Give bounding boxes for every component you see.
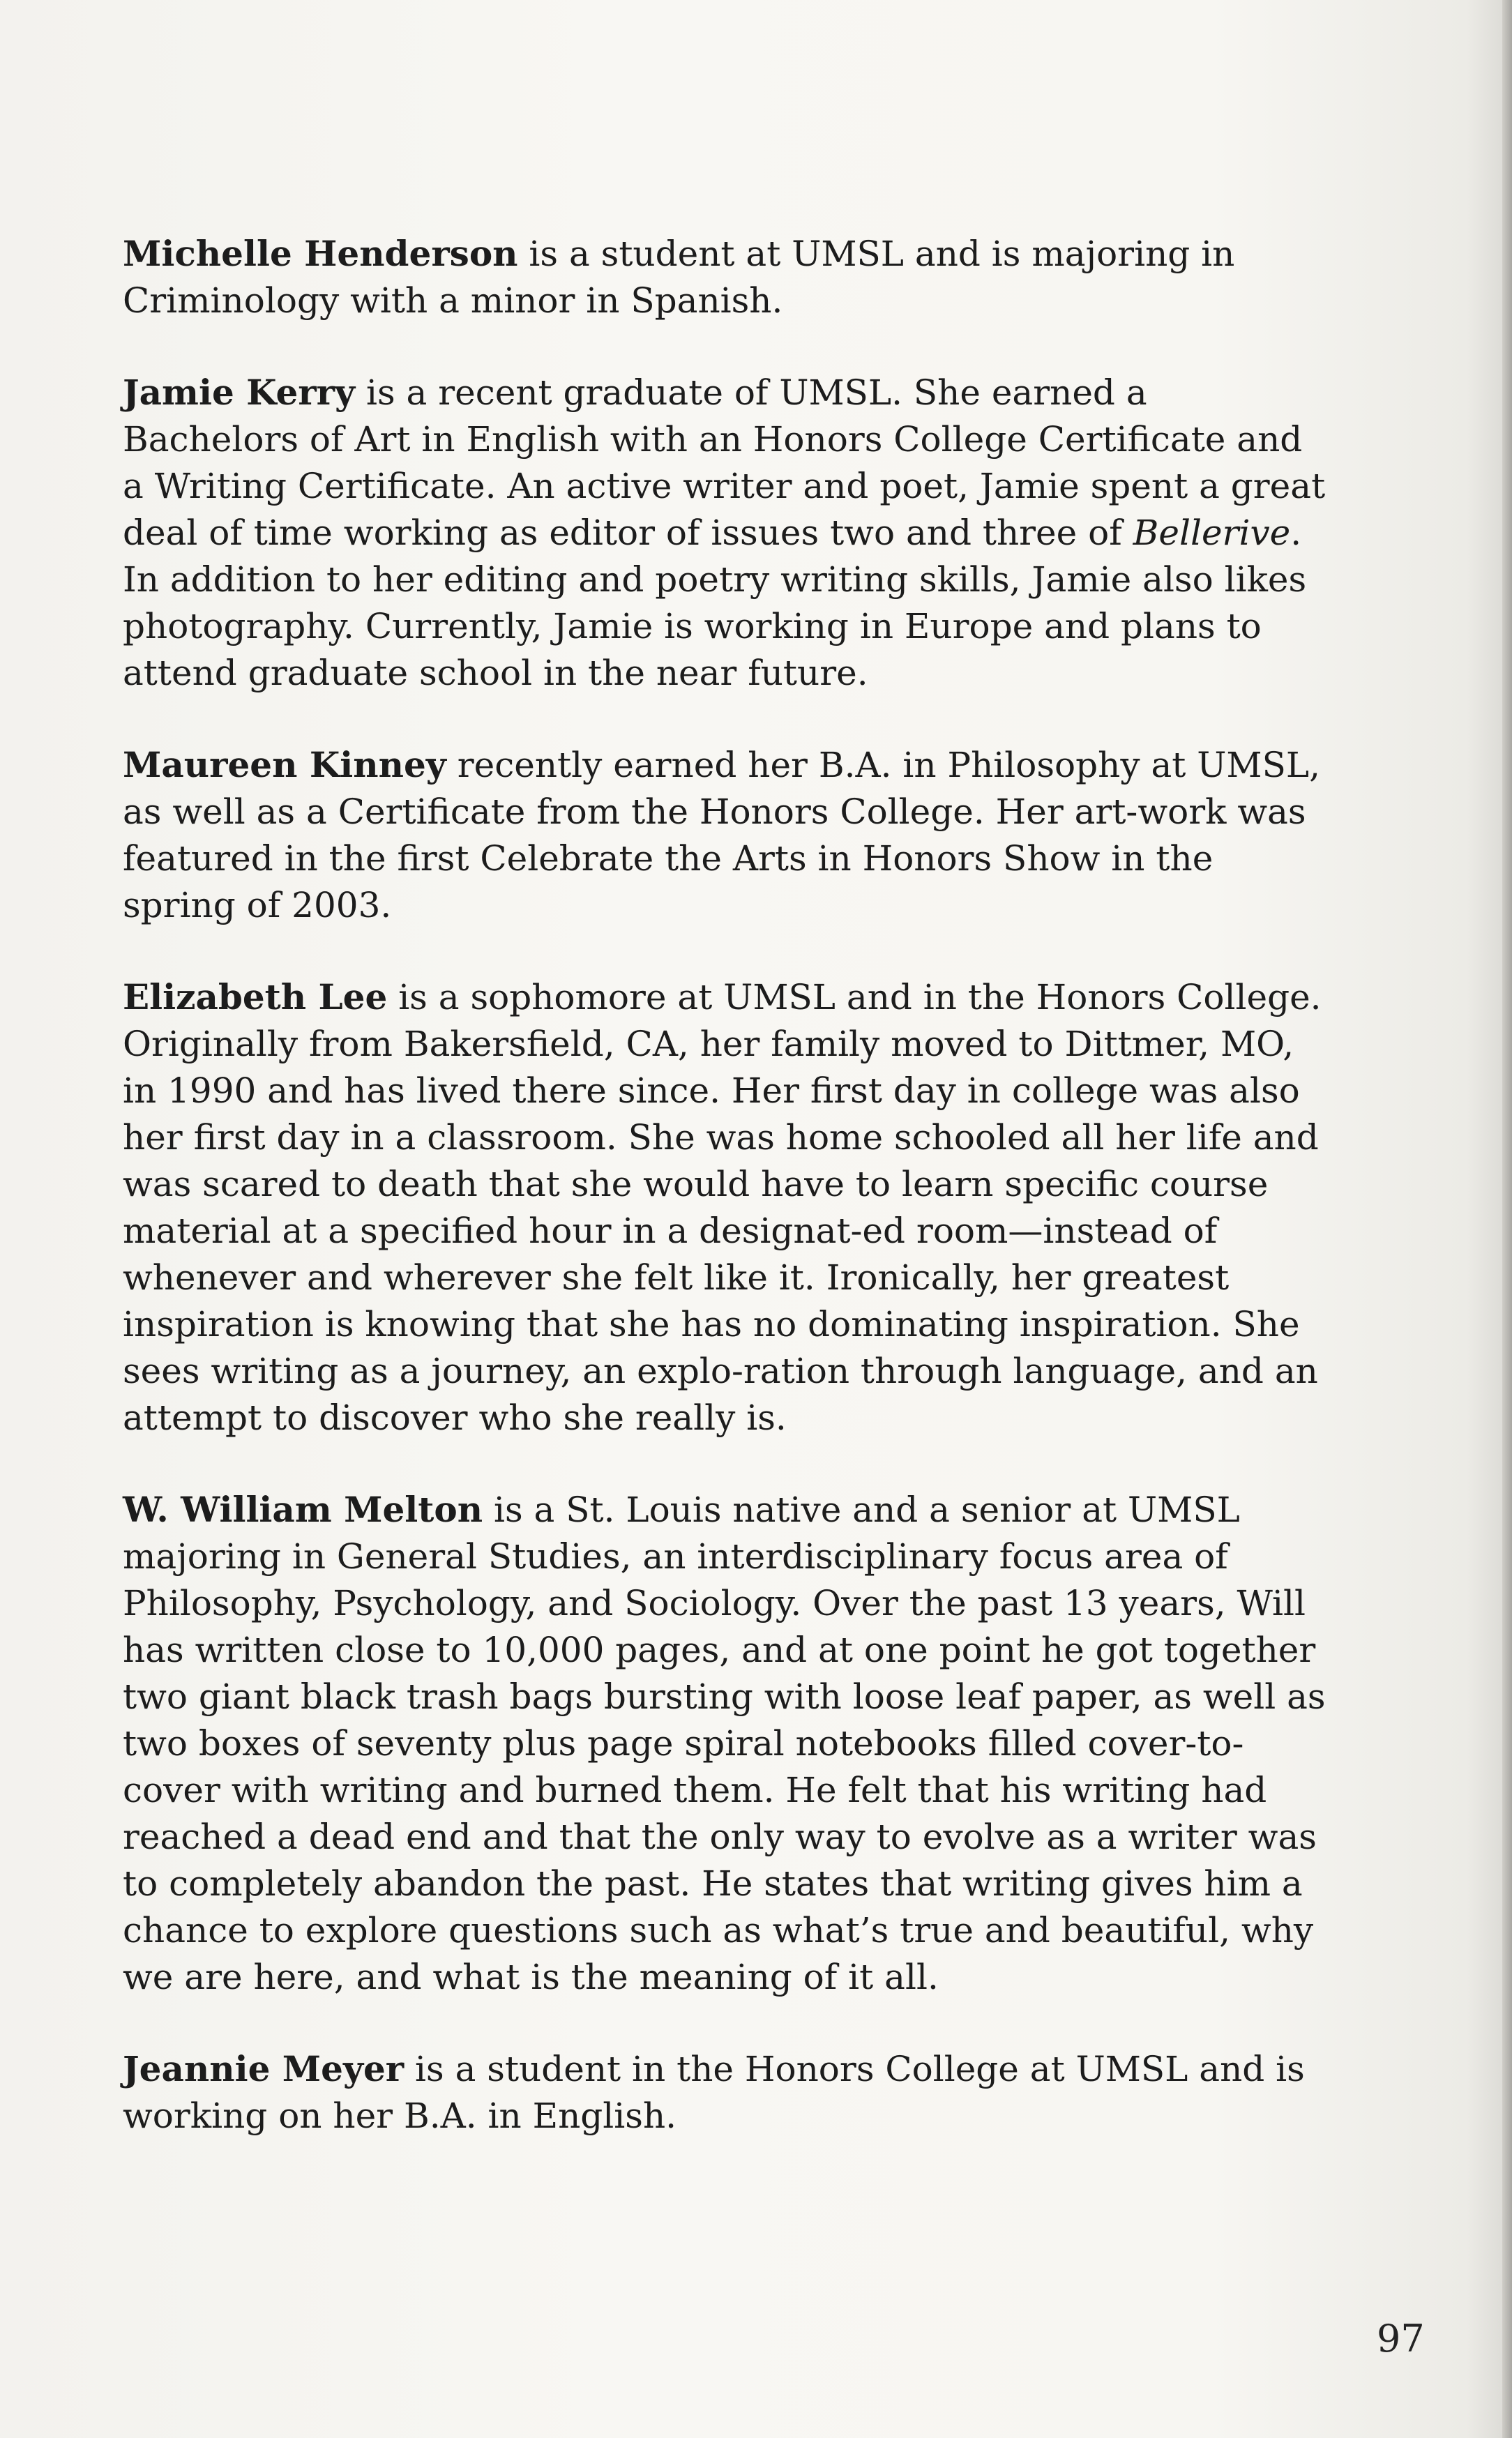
bio-text: is a sophomore at UMSL and in the Honors College. Originally from Bakersfield, CA, her family moved to Dittmer, MO, in 1990 and has lived there since. Her first day in college was also her first day in a classroom. She was home schooled all her life and was scared to death that she would have to learn specific course material at a specified hour in a designat-ed room—instead of whenever and wherever she felt like it. Ironically, her greatest inspiration is knowing that she has no dominating inspiration. She sees writing as a journey, an explo-ration through language, and an attempt to discover who she really is.: [123, 977, 1322, 1438]
bio-name: Maureen Kinney: [123, 744, 446, 785]
page-number: 97: [1377, 2317, 1425, 2361]
bio-text: recently earned her B.A. in Philosophy at UMSL, as well as a Certificate from the Honors College. Her art-work was featured in the first Celebrate the Arts in Honors Show in the spring of 2003.: [123, 745, 1320, 925]
bio-entry: [123, 741, 1329, 929]
bio-entry: [123, 1486, 1329, 2001]
journal-title: Bellerive: [1133, 513, 1291, 553]
bio-name: W. William Melton: [123, 1489, 483, 1530]
page-edge: [1502, 0, 1512, 2438]
bio-entry: [123, 230, 1329, 324]
bio-entry: [123, 974, 1329, 1441]
bio-name: Jamie Kerry: [123, 372, 356, 413]
bio-text-continued: . In addition to her editing and poetry writing skills, Jamie also likes photography. Currently, Jamie is working in Europe and plans to attend graduate school in the near future.: [123, 513, 1307, 693]
bio-entry: [123, 2045, 1329, 2140]
bio-entry: [123, 369, 1329, 697]
bio-name: Jeannie Meyer: [123, 2048, 405, 2089]
bio-name: Michelle Henderson: [123, 233, 518, 274]
bio-name: Elizabeth Lee: [123, 976, 388, 1017]
bio-text: is a student at UMSL and is majoring in Criminology with a minor in Spanish.: [123, 234, 1235, 321]
bio-text: is a student in the Honors College at UMSL and is working on her B.A. in English.: [123, 2049, 1305, 2136]
bio-text: is a St. Louis native and a senior at UMSL majoring in General Studies, an interdisciplinary focus area of Philosophy, Psychology, and Sociology. Over the past 13 years, Will has written close to 10,000 pages, and at one point he got together two giant black trash bags bursting with loose leaf paper, as well as two boxes of seventy plus page spiral notebooks filled cover-to-cover with writing and burned them. He felt that his writing had reached a dead end and that the only way to evolve as a writer was to completely abandon the past. He states that writing gives him a chance to explore questions such as what’s true and beautiful, why we are here, and what is the meaning of it all.: [123, 1490, 1326, 1997]
contributor-bios: [123, 230, 1329, 2184]
bio-text: is a recent graduate of UMSL. She earned a Bachelors of Art in English with an Honors College Certificate and a Writing Certificate. An active writer and poet, Jamie spent a great deal of time working as editor of issues two and three of: [123, 372, 1326, 553]
